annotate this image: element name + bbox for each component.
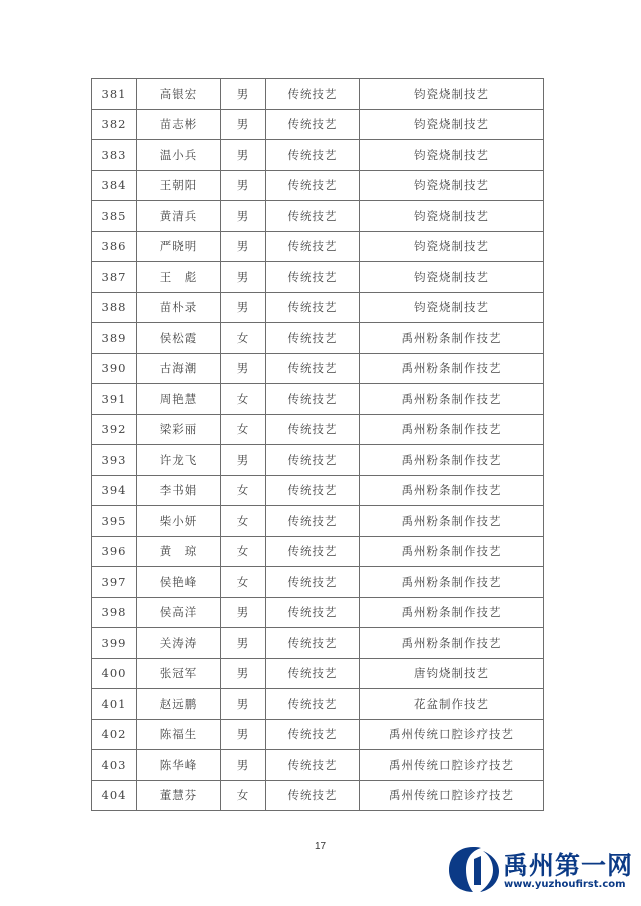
category-cell: 传统技艺 bbox=[266, 292, 360, 323]
table-row bbox=[92, 750, 544, 781]
table-row bbox=[92, 536, 544, 567]
category-cell: 传统技艺 bbox=[266, 231, 360, 262]
name-cell: 王朝阳 bbox=[137, 170, 221, 201]
row-number-cell: 394 bbox=[92, 475, 137, 506]
category-cell: 传统技艺 bbox=[266, 689, 360, 720]
row-number-cell: 389 bbox=[92, 323, 137, 354]
category-cell: 传统技艺 bbox=[266, 384, 360, 415]
gender-cell: 女 bbox=[221, 384, 266, 415]
gender-cell: 男 bbox=[221, 109, 266, 140]
row-number-cell: 399 bbox=[92, 628, 137, 659]
project-cell: 禹州粉条制作技艺 bbox=[360, 414, 544, 445]
gender-cell: 女 bbox=[221, 323, 266, 354]
table-row bbox=[92, 689, 544, 720]
category-cell: 传统技艺 bbox=[266, 628, 360, 659]
table-row bbox=[92, 719, 544, 750]
gender-cell: 男 bbox=[221, 353, 266, 384]
project-cell: 禹州粉条制作技艺 bbox=[360, 536, 544, 567]
gender-cell: 男 bbox=[221, 445, 266, 476]
gender-cell: 男 bbox=[221, 597, 266, 628]
watermark-site-name: 禹州第一网 bbox=[503, 851, 634, 880]
project-cell: 禹州粉条制作技艺 bbox=[360, 506, 544, 537]
name-cell: 侯松霞 bbox=[137, 323, 221, 354]
gender-cell: 女 bbox=[221, 506, 266, 537]
category-cell: 传统技艺 bbox=[266, 506, 360, 537]
row-number-cell: 404 bbox=[92, 780, 137, 811]
project-cell: 禹州粉条制作技艺 bbox=[360, 567, 544, 598]
project-cell: 禹州传统口腔诊疗技艺 bbox=[360, 750, 544, 781]
category-cell: 传统技艺 bbox=[266, 323, 360, 354]
project-cell: 禹州粉条制作技艺 bbox=[360, 323, 544, 354]
row-number-cell: 382 bbox=[92, 109, 137, 140]
row-number-cell: 384 bbox=[92, 170, 137, 201]
category-cell: 传统技艺 bbox=[266, 567, 360, 598]
name-cell: 陈华峰 bbox=[137, 750, 221, 781]
table-row bbox=[92, 567, 544, 598]
gender-cell: 男 bbox=[221, 719, 266, 750]
gender-cell: 男 bbox=[221, 140, 266, 171]
category-cell: 传统技艺 bbox=[266, 750, 360, 781]
project-cell: 钧瓷烧制技艺 bbox=[360, 201, 544, 232]
project-cell: 禹州粉条制作技艺 bbox=[360, 384, 544, 415]
table-row bbox=[92, 414, 544, 445]
row-number-cell: 383 bbox=[92, 140, 137, 171]
row-number-cell: 385 bbox=[92, 201, 137, 232]
table-row bbox=[92, 597, 544, 628]
name-cell: 温小兵 bbox=[137, 140, 221, 171]
gender-cell: 男 bbox=[221, 201, 266, 232]
table-row bbox=[92, 231, 544, 262]
project-cell: 钧瓷烧制技艺 bbox=[360, 262, 544, 293]
row-number-cell: 391 bbox=[92, 384, 137, 415]
name-cell: 梁彩丽 bbox=[137, 414, 221, 445]
table-row bbox=[92, 140, 544, 171]
project-cell: 花盆制作技艺 bbox=[360, 689, 544, 720]
table-row bbox=[92, 353, 544, 384]
category-cell: 传统技艺 bbox=[266, 414, 360, 445]
project-cell: 禹州传统口腔诊疗技艺 bbox=[360, 780, 544, 811]
row-number-cell: 398 bbox=[92, 597, 137, 628]
category-cell: 传统技艺 bbox=[266, 719, 360, 750]
table-row bbox=[92, 384, 544, 415]
name-cell: 许龙飞 bbox=[137, 445, 221, 476]
row-number-cell: 388 bbox=[92, 292, 137, 323]
name-cell: 董慧芬 bbox=[137, 780, 221, 811]
gender-cell: 男 bbox=[221, 750, 266, 781]
row-number-cell: 397 bbox=[92, 567, 137, 598]
table-row bbox=[92, 628, 544, 659]
name-cell: 侯高洋 bbox=[137, 597, 221, 628]
project-cell: 钧瓷烧制技艺 bbox=[360, 292, 544, 323]
row-number-cell: 400 bbox=[92, 658, 137, 689]
gender-cell: 男 bbox=[221, 658, 266, 689]
row-number-cell: 393 bbox=[92, 445, 137, 476]
table-row bbox=[92, 658, 544, 689]
category-cell: 传统技艺 bbox=[266, 597, 360, 628]
gender-cell: 女 bbox=[221, 475, 266, 506]
table-row bbox=[92, 201, 544, 232]
category-cell: 传统技艺 bbox=[266, 445, 360, 476]
category-cell: 传统技艺 bbox=[266, 79, 360, 110]
name-cell: 周艳慧 bbox=[137, 384, 221, 415]
project-cell: 禹州粉条制作技艺 bbox=[360, 475, 544, 506]
category-cell: 传统技艺 bbox=[266, 109, 360, 140]
category-cell: 传统技艺 bbox=[266, 536, 360, 567]
name-cell: 黄 琼 bbox=[137, 536, 221, 567]
project-cell: 禹州粉条制作技艺 bbox=[360, 445, 544, 476]
project-cell: 唐钧烧制技艺 bbox=[360, 658, 544, 689]
page-number: 17 bbox=[314, 841, 327, 852]
gender-cell: 男 bbox=[221, 689, 266, 720]
gender-cell: 女 bbox=[221, 780, 266, 811]
row-number-cell: 402 bbox=[92, 719, 137, 750]
category-cell: 传统技艺 bbox=[266, 140, 360, 171]
row-number-cell: 396 bbox=[92, 536, 137, 567]
site-logo-icon bbox=[447, 845, 501, 893]
project-cell: 钧瓷烧制技艺 bbox=[360, 140, 544, 171]
row-number-cell: 381 bbox=[92, 79, 137, 110]
name-cell: 严晓明 bbox=[137, 231, 221, 262]
project-cell: 钧瓷烧制技艺 bbox=[360, 79, 544, 110]
row-number-cell: 386 bbox=[92, 231, 137, 262]
row-number-cell: 390 bbox=[92, 353, 137, 384]
category-cell: 传统技艺 bbox=[266, 353, 360, 384]
gender-cell: 男 bbox=[221, 231, 266, 262]
row-number-cell: 392 bbox=[92, 414, 137, 445]
category-cell: 传统技艺 bbox=[266, 658, 360, 689]
gender-cell: 男 bbox=[221, 79, 266, 110]
watermark-site-url: www.yuzhoufirst.com bbox=[504, 879, 626, 890]
site-watermark bbox=[447, 845, 634, 893]
name-cell: 柴小妍 bbox=[137, 506, 221, 537]
project-cell: 钧瓷烧制技艺 bbox=[360, 231, 544, 262]
name-cell: 赵远鹏 bbox=[137, 689, 221, 720]
gender-cell: 女 bbox=[221, 536, 266, 567]
project-cell: 禹州传统口腔诊疗技艺 bbox=[360, 719, 544, 750]
project-cell: 钧瓷烧制技艺 bbox=[360, 170, 544, 201]
name-cell: 张冠军 bbox=[137, 658, 221, 689]
project-cell: 禹州粉条制作技艺 bbox=[360, 628, 544, 659]
project-cell: 钧瓷烧制技艺 bbox=[360, 109, 544, 140]
name-cell: 苗志彬 bbox=[137, 109, 221, 140]
row-number-cell: 395 bbox=[92, 506, 137, 537]
name-cell: 黄清兵 bbox=[137, 201, 221, 232]
roster-table bbox=[91, 78, 544, 811]
table-row bbox=[92, 109, 544, 140]
name-cell: 侯艳峰 bbox=[137, 567, 221, 598]
table-row bbox=[92, 506, 544, 537]
name-cell: 李书娟 bbox=[137, 475, 221, 506]
row-number-cell: 387 bbox=[92, 262, 137, 293]
gender-cell: 女 bbox=[221, 414, 266, 445]
gender-cell: 男 bbox=[221, 292, 266, 323]
table-row bbox=[92, 780, 544, 811]
roster-table-body bbox=[92, 79, 544, 811]
category-cell: 传统技艺 bbox=[266, 201, 360, 232]
row-number-cell: 401 bbox=[92, 689, 137, 720]
table-row bbox=[92, 323, 544, 354]
project-cell: 禹州粉条制作技艺 bbox=[360, 597, 544, 628]
project-cell: 禹州粉条制作技艺 bbox=[360, 353, 544, 384]
name-cell: 关涛涛 bbox=[137, 628, 221, 659]
name-cell: 苗朴录 bbox=[137, 292, 221, 323]
table-row bbox=[92, 79, 544, 110]
table-row bbox=[92, 445, 544, 476]
gender-cell: 男 bbox=[221, 170, 266, 201]
name-cell: 陈福生 bbox=[137, 719, 221, 750]
table-row bbox=[92, 262, 544, 293]
table-row bbox=[92, 292, 544, 323]
gender-cell: 女 bbox=[221, 567, 266, 598]
name-cell: 王 彪 bbox=[137, 262, 221, 293]
name-cell: 高银宏 bbox=[137, 79, 221, 110]
gender-cell: 男 bbox=[221, 628, 266, 659]
category-cell: 传统技艺 bbox=[266, 780, 360, 811]
category-cell: 传统技艺 bbox=[266, 475, 360, 506]
category-cell: 传统技艺 bbox=[266, 170, 360, 201]
category-cell: 传统技艺 bbox=[266, 262, 360, 293]
name-cell: 古海潮 bbox=[137, 353, 221, 384]
table-row bbox=[92, 170, 544, 201]
table-row bbox=[92, 475, 544, 506]
gender-cell: 男 bbox=[221, 262, 266, 293]
row-number-cell: 403 bbox=[92, 750, 137, 781]
